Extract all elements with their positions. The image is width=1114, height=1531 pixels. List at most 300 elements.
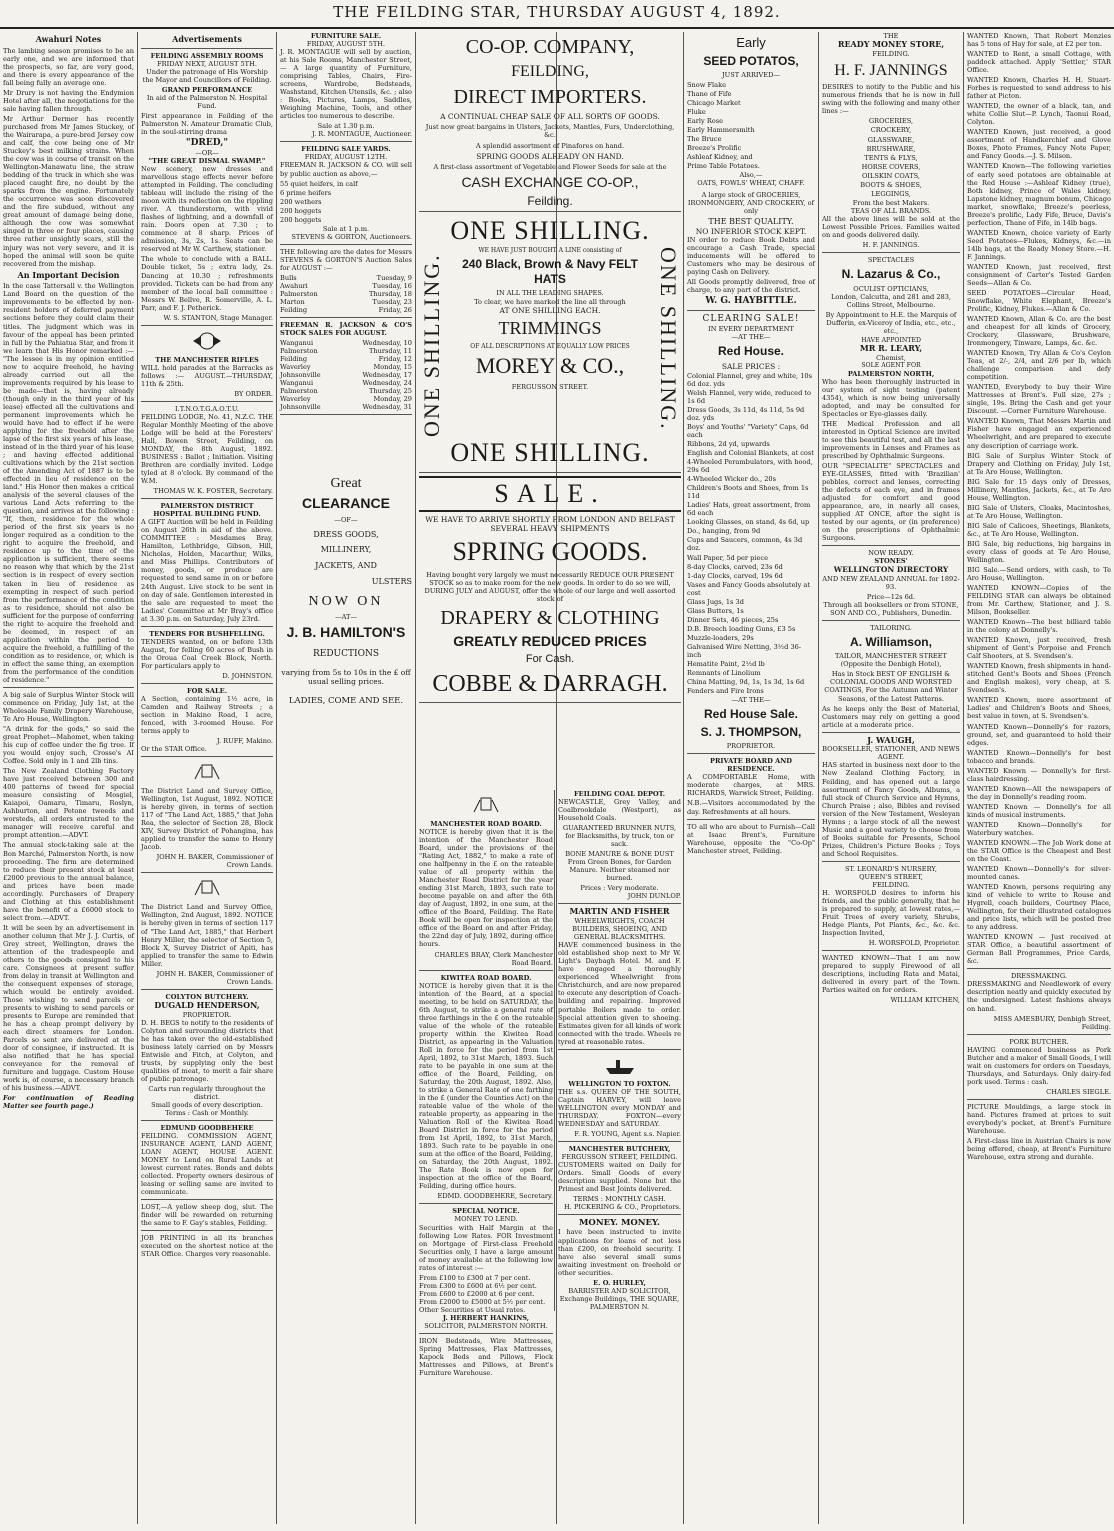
ad-title: FEILDING SALE YARDS.	[301, 145, 391, 154]
ad-signature: W. S. STANTON, Stage Manager.	[163, 313, 273, 322]
ad-text: IRON Bedsteads, Wire Mattresses, Spring Mattresses, Flax Mattresses, Kapock Beds and Pillows, Flock Mattresses and Pillows, at Brent's Furniture Warehouse.	[419, 1336, 553, 1378]
list-item: Ladies' Hats, great assortment, from 6d each	[687, 501, 811, 518]
list-item: 1-day Clocks, carved, 19s 6d	[687, 571, 783, 580]
sale-dates-table	[280, 274, 412, 314]
divider	[141, 626, 273, 627]
ad-signature: JOHN H. BAKER, Commissioner of Crown Lands.	[156, 969, 273, 986]
ad-date: FRIDAY NEXT, AUGUST 5TH.	[157, 59, 257, 68]
divider	[419, 702, 681, 703]
list-item: English and Colonial Blankets, at cost	[687, 449, 814, 458]
classified-ad: WANTED KNOWN — Just received at STAR Office, a beautiful assortment of German Ball Programmes, Price Cards, &c.	[967, 933, 1111, 966]
list-item: China Matting, 9d, 1s, 1s 3d, 1s 6d	[687, 677, 805, 686]
list-item: Glass Jugs, 1s 3d	[687, 597, 744, 606]
ad-text: WHEELWRIGHTS, COACH BUILDERS, SHOEING, AND GENERAL BLACKSMITHS.	[572, 917, 667, 942]
classified-ad: WANTED Known, just received, a good assortment of Handkerchief and Glove Boxes, Photo Frames, Fancy Note Paper, and Fancy Goods.—J. S. Milson.	[967, 128, 1111, 161]
ad-title: TENDERS FOR BUSHFELLING.	[149, 629, 265, 638]
place-cell: Johnsonville	[280, 403, 321, 412]
ad-text: ULSTERS	[371, 576, 412, 586]
ad-text: REDUCTIONS	[312, 648, 379, 659]
divider	[419, 472, 681, 473]
ad-text: TAILORING.	[870, 623, 912, 632]
ad-text: HAS started in business next door to the New Zealand Clothing Factory, in Feilding, and has opened out a large assortment of Fancy Goods, Albums, a full stock of Church Service and Hymns, Church Praise ; also, Bibles and revised version of the New Testament, Wesleyan Hymns ; a large stock of all the newest Music and a good variety to choose from of Books suitable for Presents, School Prizes, Children's Picture Books ; Toys and School Requisites.	[822, 761, 960, 858]
paragraph: Mr Drury is not having the Endymion Hotel after all, the negotiations for the sale having fallen through.	[3, 88, 134, 113]
ad-title: FEILDING,	[511, 63, 589, 81]
column-advertisements	[138, 32, 276, 1524]
list-item: 4-Wheeled Wicker do., 20s	[687, 475, 776, 484]
ad-title: "DRED,"	[185, 138, 229, 149]
ad-text: BOOKSELLER, STATIONER, AND NEWS AGENT.	[822, 745, 960, 762]
ad-signature: H. WORSFOLD, Proprietor.	[868, 939, 960, 948]
classified-ad: BIG Sale for 15 days only of Dresses, Millinery, Mantles, Jackets, &c., at Te Aro House, Wellington.	[967, 477, 1111, 502]
list-item: Snow Flake	[687, 80, 726, 89]
ad-text: MILLINERY,	[320, 545, 372, 555]
classified-ad: WANTED Known, That Robert Menzies has 5 tons of Hay for sale, at £2 per ton.	[967, 32, 1111, 49]
table-row	[280, 290, 412, 298]
divider	[967, 1034, 1111, 1035]
date-cell: Wednesday, 10	[362, 339, 412, 348]
goods-list	[822, 117, 960, 197]
list-item: Colonial Flannel, grey and white, 10s 6d doz. yds	[687, 371, 813, 388]
classified-ad: WANTED Known, more assortment of Ladies' and Children's Boots and Shoes, best value in town, at S. Svendsen's.	[967, 696, 1111, 721]
place-cell: Wanganui	[280, 379, 314, 388]
ad-text: From the best Makers.	[852, 198, 930, 207]
classified-ad: WANTED Known, fresh shipments in hand-stitched Gent's Boots and Shoes (French and English makes), very cheap, at S. Svendsen's.	[967, 662, 1111, 695]
list-item: Breeze's Prolific	[687, 143, 742, 152]
table-row	[280, 347, 412, 355]
divider	[558, 903, 681, 904]
ad-text: NOTICE is hereby given that it is the intention of the Manchester Road Board, under the provisions of the "Rating Act, 1882," to make a rate of one halfpenny in the £ on the rateable value of all property within the Manchester Road District for the year ending 31st March, 1893, such rate to become payable on and after the 6th day of August, 1892, in one sum, at the office of the Board, Feilding. The Rate Book will be open for inspection at the office of the Board on and after Friday, the 22nd day of July, 1892, during office hours.	[419, 828, 553, 949]
ad-text: SPECTACLES	[867, 255, 915, 264]
classified-ad: WANTED Known, Allan & Co. are the best and cheapest for all kinds of Grocery, Crockery, Glassware, Brushware, Ironmongery, Tinware, Lamps, &c. &c.	[967, 315, 1111, 348]
list-item: Welsh Flannel, very wide, reduced to 1s 6d	[687, 388, 812, 405]
ad-title: NO INFERIOR STOCK KEPT.	[695, 226, 807, 236]
classified-ad: WANTED Known, That Messrs Martin and Fisher have engaged an experienced Wheelwright, and are prepared to execute any description of carriage work.	[967, 417, 1111, 450]
list-item: 8-day Clocks, carved, 23s 6d	[687, 562, 783, 571]
ad-title: PRIVATE BOARD AND RESIDENCE.	[709, 757, 793, 774]
divider	[558, 1141, 681, 1142]
paragraph: A big sale of Surplus Winter Stock will commence on Friday, July 1st, at the Wholesale Family Drapery Warehouse, Te Aro House, Wellington.	[3, 690, 134, 723]
ad-text: OCULIST OPTICIANS,	[853, 284, 929, 293]
ad-title: EDMUND GOODBEHERE	[160, 1123, 254, 1132]
ad-text: PROPRIETOR.	[182, 1010, 232, 1019]
list-item: 200 wethers	[280, 197, 322, 206]
ad-text: LOST,—A yellow sheep dog, slut. The finder will be rewarded on returning the same to F. Gay's stables, Feilding.	[141, 1203, 273, 1228]
ad-signature: WILLIAM KITCHEN,	[890, 996, 960, 1005]
classified-ad: WANTED Known, just received, fresh shipment of Gent's Porpoise and French Calf Shooters, at S. Svendsen's.	[967, 636, 1111, 661]
ad-title: SALE.	[419, 476, 681, 512]
ad-text: FERGUSSON STREET, FEILDING.	[561, 1152, 678, 1161]
column-awahuri-notes	[0, 32, 137, 1524]
ad-signature: H. F. JANNINGS.	[862, 240, 920, 249]
ad-text: —AT—	[335, 612, 357, 621]
ad-signature: THOMAS W. K. FOSTER, Secretary.	[153, 487, 273, 496]
heading-advertisements: Advertisements	[172, 34, 242, 44]
list-item: Boys' and Youths' "Variety" Caps, 6d each	[687, 423, 809, 440]
ad-signature: J. R. MONTAGUE, Auctioneer.	[311, 130, 412, 139]
ad-signature: BY ORDER.	[234, 389, 273, 398]
divider	[141, 48, 273, 49]
ad-text: The whole to conclude with a BALL. Double ticket, 5s ; extra lady, 2s. Dancing at 10.30 ; refreshments provided. Tickets can be had from any member of the local ball committee : Messrs W. Bellve, R. Somerville, A. L. Parr, and F. J. Petherick.	[141, 255, 273, 312]
ad-title: MANCHESTER BUTCHERY,	[568, 1144, 671, 1153]
column-seed-potatos	[684, 32, 818, 1524]
sub-column-road-boards	[419, 790, 553, 1379]
ad-text: FEILDING. COMMISSION AGENT, INSURANCE AGENT, LAND AGENT, LOAN AGENT, HOUSE AGENT. MONEY to Lend on Rural Lands at lowest current rates. Bonds and debts collected. Property owners desirous of leasing or selling same are invited to communicate.	[141, 1131, 273, 1197]
classified-ad: WANTED Known—All the newspapers of the day in Donnelly's reading room.	[967, 784, 1111, 801]
ad-text: OF ALL DESCRIPTIONS AT EQUALLY LOW PRICES	[470, 342, 630, 350]
ad-text: By Appointment to H.E. the Marquis of Dufferin, ex-Viceroy of India, etc., etc., etc.,	[825, 310, 957, 335]
ad-title: DIRECT IMPORTERS.	[453, 85, 647, 108]
ad-text: TEAS OF ALL BRANDS.	[850, 206, 932, 215]
date-cell: Wednesday, 24	[362, 379, 412, 388]
ad-text: All the above lines will be sold at the Lowest Possible Prices. Families waited on and goods delivered daily.	[822, 214, 960, 239]
place-cell: Wanganui	[280, 339, 314, 348]
ad-text: Or the STAR Office.	[141, 745, 207, 754]
list-item: Wall Paper, 5d per piece	[687, 553, 768, 562]
ad-title: PALMERSTON DISTRICT HOSPITAL BUILDING FUND.	[153, 502, 261, 519]
divider	[141, 1199, 273, 1200]
ad-text: QUEEN'S STREET,	[859, 872, 923, 881]
list-item: Ribbons, 2d yd, upwards	[687, 440, 770, 449]
classified-ad: WANTED Known—Donnelly's for silver-mounted canes.	[967, 865, 1111, 882]
place-cell: Palmerston	[280, 289, 318, 298]
ad-title: "THE GREAT DISMAL SWAMP."	[148, 157, 266, 166]
paragraph: The New Zealand Clothing Factory have just received between 300 and 400 patterns of tweed for special measure consisting of Mosgiel, Kaiapoi, Oamaru, Timaru, Roslyn, Ashburton, and Petone tweeds and worsteds, all orders entrusted to the manager will receive careful and prompt attention.—ADVT.	[3, 767, 134, 840]
ad-date: FRIDAY, AUGUST 5TH.	[306, 40, 386, 49]
list-item: Remnants of Linolium	[687, 668, 761, 677]
ad-title: COLYTON BUTCHERY.	[165, 992, 249, 1001]
ad-text: Terms : Cash or Monthly.	[165, 1108, 249, 1117]
list-item: 6 prime heifers	[280, 188, 332, 197]
ad-title: SPRING GOODS.	[452, 536, 648, 566]
ad-text: J. R. MONTAGUE will sell by auction, at his Sale Rooms, Manchester Street,— A large quantity of Furniture, comprising Tables, Chairs, Fire-screens, Wardrobe, Bedsteads, Washstand, Kitchen Utensils, &c. ; also : Books, Pictures, Lamps, Saddles, Weighing Machine, Tools, and other articles too numerous to describe.	[280, 48, 412, 121]
ad-text: A Section, containing 1½ acre, in Camden and Railway Streets ; a section in Makino Road, 1 acre, fenced, with 3-roomed House. For terms apply to	[141, 694, 273, 735]
ad-text: SALE PRICES :	[721, 361, 781, 371]
list-item: Galvanised Wire Netting, 3½d 36-inch	[687, 642, 802, 659]
sale-dates-table	[280, 339, 412, 411]
table-row	[280, 274, 412, 282]
place-cell: Feilding	[280, 305, 308, 314]
ad-text: IN EVERY DEPARTMENT	[708, 325, 794, 334]
ad-title: FREEMAN R. JACKSON & CO'S STOCK SALES FOR AUGUST.	[280, 321, 412, 338]
felt-hats-ad	[419, 247, 681, 437]
date-cell: Thursday, 18	[368, 289, 412, 298]
divider	[822, 620, 960, 621]
ad-title: STONES'	[874, 557, 908, 566]
ad-text: Securities with Half Margin at the following Low Rates. FOR Investment on Mortgage of First-class Freehold Securities only, I have a large amount of money available at the following low rates of interest :—	[419, 1223, 553, 1272]
divider	[141, 325, 273, 326]
steamship-icon	[602, 1054, 638, 1076]
ad-text: NOTICE is hereby given that it is the intention of the Board, at a special meeting, to be held on SATURDAY, the 6th August, to strike a general rate of three farthings in the £ on the rateable value of the whole of the rateable property within the Kiwitea Road District, as appearing in the Valuation Roll in force for the period from 1st April, 1892, to 31st March, 1893. Such rate to be payable in one sum at the office of the Board, Feilding, on Saturday, the 20th August, 1892. Also, to strike a General Rate of one farthing in the £ (under the Counties Act) on the rateable value of the whole of the rateable property, as appearing in the Valuation Roll of the Kiwitea Road Board District in force for the period from 1st April, 1892, to 31st March, 1893. Such rate to be payable in one sum at the office of the Board, Feilding, on Saturday, the 20th August, 1892. The Rate Book is now open for inspection at the office of the Board, Feilding, during office hours.	[419, 981, 553, 1191]
classified-ad: WANTED Known—Donnelly's for best tobacco and brands.	[967, 748, 1111, 765]
ad-text: WE HAVE TO ARRIVE SHORTLY FROM LONDON AND BELFAST SEVERAL HEAVY SHIPMENTS	[425, 514, 675, 533]
ad-title: WELLINGTON DIRECTORY	[833, 565, 949, 575]
classified-ad: WANTED Known—Donnelly's for razors, ground, set, and guaranteed to hold their edges.	[967, 722, 1111, 747]
masthead: THE FEILDING STAR, THURSDAY AUGUST 4, 1892.	[333, 3, 781, 21]
ad-title: Early	[736, 35, 766, 50]
ad-title: E. O. HURLEY,	[593, 1278, 646, 1287]
ad-text: LADIES, COME AND SEE.	[288, 695, 404, 706]
ad-text: —AT THE—	[731, 696, 771, 705]
date-cell: Tuesday, 23	[372, 297, 412, 306]
paragraph: Mr Arthur Dermer has recently purchased from Mr James Stuckey, of the Wairarapa, a pure-bred Jersey cow and calf, the cow being one of Mr Stuckey's best milking strains. When the cow was in course of transit on the Wellington-Manawatu line, the straw bedding of the truck in which she was placed caught fire, no doubt by the sparks from the engine. Fortunately the occurrence was soon discovered and the fire subdued, without any great amount of damage being done, although the cow was somewhat singed in three or four places, causing three rather unsightly scars, still the injury was not very severe, and it is hoped the animal will soon be quite recovered from the mishap.	[3, 115, 134, 268]
table-row	[280, 371, 412, 379]
ad-text: IN ALL THE LEADING SHAPES.	[496, 288, 604, 297]
ad-text: WANTED KNOWN—That I am now prepared to supply Firewood of all descriptions, including Rata and Matai, delivered in every part of the Town. Parties waited on for orders.	[822, 954, 960, 995]
classified-ad: WANTED Known, Try Allan & Co's Ceylon Teas, at 2/-, 2/4, and 2/6 per lb, which challenge comparison and defy competition.	[967, 349, 1111, 382]
list-item: From £600 to £2000 at 6 per cent.	[419, 1289, 535, 1298]
ad-text: The District Land and Survey Office, Wellington, 2nd August, 1892. NOTICE is hereby given in terms of section 117 of "The Land Act, 1885," that Herbert Henry Miller, the selector of Section 5, Block X, Survey District of Apiti, has applied to transfer the same to Edwin Miller.	[141, 903, 273, 968]
classified-ad: WANTED, the owner of a black, tan, and white Collie Slut—P. Lynch, Taonui Road, Colyton.	[967, 102, 1111, 127]
column-coop-and-drapery	[416, 32, 684, 1524]
ad-title: READY MONEY STORE,	[837, 39, 945, 50]
ad-title: I.T.N.O.T.G.A.O.T.U.	[175, 404, 239, 413]
list-item: Other Securities at Usual rates.	[419, 1305, 526, 1314]
ad-text: All Goods promptly delivered, free of charge, to any part of the district.	[687, 278, 815, 295]
heading-awahuri-notes: Awahuri Notes	[35, 34, 102, 44]
ad-title: DUGALD HENDERSON,	[154, 999, 260, 1010]
list-item: LEGGINGS,	[871, 189, 911, 198]
paragraph: "A drink for the gods," so said the great Prophet—Mahomet, when taking his cup of coffee under the fig tree. If you would enjoy such, Crosse's AI Coffee. Sold only in 1 and 2lb tins.	[3, 725, 134, 766]
list-item: From £2000 to £5000 at 5½ per cent.	[419, 1297, 546, 1306]
list-item: Fluke	[687, 107, 706, 116]
ad-title: ONE SHILLING.	[450, 438, 650, 468]
ad-title: FOR SALE.	[186, 686, 228, 695]
ad-title: 240 Black, Brown & Navy FELT HATS	[462, 257, 638, 287]
ad-text: Has in Stock BEST OF ENGLISH & COLONIAL GOODS AND WORSTED COATINGS, For the Autumn and Winter Seasons, of the Latest Patterns.	[824, 670, 958, 703]
divider	[419, 211, 681, 212]
ad-text: N.B.—Visitors accommodated by the day. Refreshments at all hours.	[687, 799, 815, 816]
divider	[822, 950, 960, 951]
ad-text: Chemist,	[876, 354, 906, 363]
list-item: Ashleaf Kidney, and	[687, 152, 753, 161]
ad-signature: EDMD. GOODBEHERE, Secretary.	[437, 1192, 553, 1201]
ad-signature: J. RUFF, Makino.	[216, 737, 273, 746]
ad-text: BONE MANURE & BONE DUST From Green Bones, for Garden Manure. Neither steamed nor burned.	[565, 850, 674, 883]
list-item: From £100 to £300 at 7 per cent.	[419, 1273, 531, 1282]
ad-text: Just now great bargains in Ulsters, Jackets, Mantles, Furs, Underclothing, &c.	[425, 123, 675, 140]
ad-signature: H. PICKERING & CO., Proprietors.	[564, 1203, 681, 1212]
divider	[280, 414, 412, 415]
divider	[280, 141, 412, 142]
ad-title: MOREY & CO.,	[475, 353, 625, 379]
divider	[141, 498, 273, 499]
ad-title: FEILDING COAL DEPOT.	[573, 790, 666, 798]
ad-title: DRAPERY & CLOTHING	[440, 606, 660, 629]
ad-text: D. H. BEGS to notify to the residents of Colyton and surrounding districts that he has taken over the old-established business lately carried on by Messrs Entwisle and Fitch, at Colyton, and trusts, by supplying only the best qualities of meat, to merit a fair share of public patronage.	[141, 1018, 273, 1083]
ad-signature: STEVENS & GORTON, Auctioneers.	[291, 232, 412, 241]
ad-title: CASH EXCHANGE CO-OP.,	[461, 173, 639, 190]
ad-text: As he keeps only the Best of Material, Customers may rely on getting a good article at a moderate price.	[822, 704, 960, 729]
date-cell: Thursday, 11	[368, 347, 412, 356]
one-shilling-vertical: ONE SHILLING.	[656, 247, 681, 431]
ad-title: A. Williamson,	[850, 634, 932, 649]
ad-title: GREATLY REDUCED PRICES	[453, 633, 647, 650]
list-item: 55 quiet heifers, in calf	[280, 179, 358, 188]
classified-ad: WANTED Known — Donnelly's for all kinds of musical instruments.	[967, 802, 1111, 819]
ad-text: THE s.s. QUEEN OF THE SOUTH, Captain HARVEY, will leave WELLINGTON every MONDAY and THURSDAY. FOXTON—every WEDNESDAY and SATURDAY.	[558, 1087, 681, 1128]
list-item: Dinner Sets, 46 pieces, 25s	[687, 615, 779, 624]
ad-title: J. B. HAMILTON'S	[286, 623, 406, 640]
list-item: Early Rose	[687, 116, 724, 125]
ad-text: To clear, we have marked the line all through	[474, 297, 626, 306]
wanted-list	[967, 32, 1111, 965]
table-row	[280, 355, 412, 363]
classified-ad: BIG Sale, big reductions, big bargains in every class of goods at Te Aro House, Wellington.	[967, 539, 1111, 564]
ad-title: N. Lazarus & Co.,	[841, 266, 941, 281]
list-item: Dress Goods, 3s 11d, 4s 11d, 5s 9d doz. yds	[687, 405, 805, 423]
ad-text: H. WORSFOLD desires to inform his friends, and the public generally, that he is prepared to supply, at lowest rates,— Fruit Trees of every variety, Shrubs, Hedge Plants, Pot Plants, &c., &c. &c. Inspection Invited,	[822, 888, 960, 938]
ad-text: A First-class line in Austrian Chairs is now being offered, cheap, at Brent's Furniture Warehouse, extra strong and durable.	[967, 1136, 1111, 1161]
ad-text: JOB PRINTING in all its branches executed on the shortest notice at the STAR Office. Charges very reasonable.	[141, 1234, 273, 1259]
rate-list	[419, 1274, 553, 1314]
divider	[822, 545, 960, 546]
divider	[141, 401, 273, 402]
ad-signature: CHARLES SIEGLE.	[1046, 1087, 1111, 1096]
column-wanted-known	[964, 32, 1114, 1524]
ad-title: MONEY. MONEY.	[579, 1218, 660, 1229]
classified-ad: WANTED Known, persons requiring any kind of vehicle to write to Rouse and Hygrell, coach builders, Courtney Place, Wellington, for their illustrated catalogues and price lists, which will be posted free to any address.	[967, 883, 1111, 932]
divider	[558, 1049, 681, 1050]
ad-text: WILL hold parades at the Barracks as follows :— AUGUST.—THURSDAY, 11th & 25th.	[141, 363, 273, 388]
ad-title: MR R. LEARY,	[859, 343, 923, 354]
ad-title: ST. LEONARD'S NURSERY,	[845, 864, 937, 873]
ad-title: ONE SHILLING.	[450, 216, 650, 246]
place-cell: Feilding	[280, 355, 308, 364]
ad-text: FEILDING.	[872, 49, 910, 58]
list-item: CROCKERY,	[870, 126, 912, 135]
ad-text: varying from 5s to 10s in the £ off usual selling prices.	[281, 667, 411, 686]
ad-text: SOLICITOR, PALMERSTON NORTH.	[424, 1321, 548, 1330]
list-item: D.B. Breech loading Guns, £3 5s	[687, 624, 796, 633]
date-cell: Tuesday, 9	[376, 273, 412, 282]
list-item: Chicago Market	[687, 98, 741, 107]
continuation-note: For continuation of Reading Matter see fourth page.)	[3, 1094, 134, 1111]
classified-ad: WANTED KNOWN.—The Job Work done at the STAR Office is the Cheapest and Best on the Coast.	[967, 838, 1111, 863]
divider	[822, 861, 960, 862]
ad-text: Small goods of every description.	[151, 1100, 263, 1109]
ad-text: THE Medical Profession and all interested in Optical Science are invited to see this beautiful test, and all the last improvements in Lenses and Frames as prescribed by Ophthalmic Surgeons.	[822, 419, 960, 460]
ad-title: THE MANCHESTER RIFLES	[155, 355, 259, 364]
classified-ad: WANTED Known, Charles H. H. Stuart-Forbes is requested to send address to his father at Picton.	[967, 76, 1111, 101]
ad-text: JUST ARRIVED—	[722, 71, 780, 80]
ad-title: Red House Sale.	[703, 707, 799, 722]
date-cell: Thursday, 25	[368, 387, 412, 396]
classified-ad: WANTED Known — Donnelly's for first-class hairdressing.	[967, 766, 1111, 783]
table-row	[280, 363, 412, 371]
classified-ad: WANTED Known, choice variety of Early Seed Potatoes—Flukes, Kidneys, &c.—in 14lb bags, at the Ready Money Store.—H. F. Jannings.	[967, 228, 1111, 261]
ad-signature: F. R. YOUNG, Agent s.s. Napier.	[574, 1129, 681, 1138]
ad-title: CLEARANCE	[302, 495, 390, 512]
ad-text: TERMS : MONTHLY CASH.	[573, 1195, 666, 1204]
classified-ad: WANTED Known—Donnelly's for Waterbury watches.	[967, 820, 1111, 837]
list-item: Hematite Paint, 2½d lb	[687, 659, 765, 668]
ad-text: SPRING GOODS ALREADY ON HAND.	[476, 151, 624, 161]
ad-text: CUSTOMERS waited on Daily for Orders. Small Goods of every description supplied. None but the Primest and Best Joints delivered.	[558, 1160, 681, 1194]
ad-title: Feilding.	[527, 193, 573, 208]
list-item: The Bruce	[687, 134, 722, 143]
divider	[419, 970, 553, 971]
ad-text: In aid of the Palmerston N. Hospital Fund.	[146, 93, 268, 110]
ad-text: A COMFORTABLE Home, with moderate charges, at MRS. RICHARDS, Warwick Street, Feilding.	[687, 773, 815, 798]
ad-text: THE	[883, 32, 899, 40]
list-item: Fenders and Fire Irons	[687, 686, 764, 695]
divider	[822, 732, 960, 733]
list-item: GLASSWARE,	[867, 135, 915, 144]
ad-text: BARRISTER AND SOLICITOR, Exchange Buildings, THE SQUARE, PALMERSTON N.	[559, 1286, 680, 1311]
divider	[141, 872, 273, 873]
divider	[3, 687, 134, 688]
classified-ad: WANTED Known, just received, first consignment of Carter's Tested Garden Seeds—Allan & Co.	[967, 262, 1111, 287]
list-item: Early Hammersmith	[687, 125, 755, 134]
classified-ad: BIG Sale.—Send orders, with cash, to Te Aro House, Wellington.	[967, 565, 1111, 582]
ad-title: H. F. JANNINGS	[834, 61, 948, 79]
ad-text: Also,—	[739, 170, 763, 179]
divider	[419, 1333, 553, 1334]
paragraph: In the case Tattersall v. the Wellington Land Board on the question of the improvements to be effected by non-resident holders of deferred payment sections before they could claim their titles. The judgment which was in favour of the appeal has been printed in full by the Pahiatua Star, and from it we learn that His Honor remarked :— "The lessee is in my opinion entitled now to acquire freehold, he having already carried out all the improvements required by his lease to be made—that is, having already (though only in the third year of his lease) effected all the cultivations and permanent improvements which he would have had to effect if he were applying for the freehold after the lapse of the first six years of his lease, instead of in the third year of his lease ; and having effected additional cultivations which by the 21st section of the Amending Act of 1887 is to be effected in lieu of residence on the land." His Honor then makes a critical analysis of the several clauses of the various Land Acts referring to the question, and arrives at the following : "If, then, residence for the whole period of the first six years is no longer required as a condition to the right to acquire the freehold, and residence up to the time of the application is sufficient, there seems no reason why that which by the 21st section is in respect of every section taken in lieu of residence as exempting in respect of such period from the performance of the condition as to residence, should not also be sufficient for the purpose of conferring the right to acquire the freehold and be deemed, in respect of an application within the period to acquire the freehold, a fulfilling of the condition as to residence, or, which is in effect the same thing, an exemption from the performance of the condition of residence."	[3, 282, 134, 684]
date-cell: Wednesday, 31	[362, 403, 412, 412]
ad-text: NOW READY.	[868, 549, 914, 558]
ad-text: A large stock of GROCERIES, IRONMONGERY, AND CROCKERY, of only	[687, 190, 815, 215]
ad-text: A first-class assortment of Vegetable and Flower Seeds for sale at the	[433, 162, 667, 171]
ad-text: Through all booksellers or from STONE, SON AND CO., Publishers, Dunedin.	[823, 600, 959, 617]
ad-text: PROPRIETOR.	[726, 742, 776, 751]
place-cell: Palmerston	[280, 387, 318, 396]
classified-ad: WANTED to Rent, a small Cottage, with paddock attached. Apply 'Settler,' STAR Office.	[967, 50, 1111, 75]
ad-text: TO all who are about to Furnish—Call at Isaac Brent's, Furniture Warehouse, opposite the "Co-Op" Manchester street, Feilding.	[687, 822, 815, 855]
ad-text: AT ONE SHILLING EACH.	[499, 305, 601, 315]
divider	[141, 683, 273, 684]
divider	[822, 252, 960, 253]
divider	[280, 244, 412, 245]
sub-column-coal-depot	[554, 790, 681, 1311]
ad-title: For Cash.	[525, 653, 575, 666]
ad-text: SOLE AGENT FOR	[861, 362, 921, 370]
table-row	[280, 395, 412, 403]
date-cell: Friday, 26	[378, 305, 412, 314]
ad-title: CO-OP. COMPANY,	[465, 36, 635, 58]
divider	[967, 968, 1111, 969]
ad-title: TRIMMINGS	[498, 317, 602, 338]
classified-ad: WANTED Known—The following varieties of early seed potatoes are obtainable at the Red House :—Ashleaf Kidney (true), Both kidney, Prince of Wales kidney, Lapstone kidney, magnum bonum, Chicago market, snowflake, Breeze's peerless, Breeze's prolific, Lady Fife, Bruce, Davis's perfection, Thane of Fife, in 14lb bags.	[967, 162, 1111, 227]
ad-title: J. HERBERT HANKINS,	[442, 1313, 530, 1322]
ad-text: DESIRES to notify to the Public and his numerous friends that he is now in full swing with the following and many other lines :—	[822, 83, 960, 116]
ad-text: TAILOR, MANCHESTER STREET (Opposite the Denbigh Hotel),	[835, 652, 947, 669]
ad-text: London, Calcutta, and 281 and 283, Collins Street, Melbourne.	[830, 292, 952, 309]
ad-title: PORK BUTCHER.	[1009, 1037, 1069, 1046]
ad-title: FEILDING ASSEMBLY ROOMS	[150, 51, 264, 60]
divider	[419, 1203, 553, 1204]
ad-title: NOW ON	[308, 593, 384, 609]
classified-ad: WANTED Known—The best billiard table in the colony at Donnelly's.	[967, 618, 1111, 635]
ad-signature: D. JOHNSTON.	[222, 671, 273, 680]
list-item: Thane of Fife	[687, 89, 732, 98]
divider	[687, 819, 815, 820]
ad-text: FEILDING LODGE, No. 41, N.Z.C. THE Regular Monthly Meeting of the above Lodge will be held at the Foresters' Hall, Bowen Street, Feilding, on MONDAY, the 8th August, 1892. BUSINESS : Ballot ; Initiation. Visiting Brethren are cordially invited. Lodge tyled at 8 o'clock. By command of the W.M.	[141, 412, 273, 486]
table-row	[280, 282, 412, 290]
ad-text: IN order to reduce Book Debts and encourage a Cash Trade, special inducements will be offered to Customers who may be desirous of paying Cash on Delivery.	[687, 235, 815, 276]
ad-text: DRESSMAKING and Needlework of every description neatly and quickly executed by the undersigned. Latest fashions always on hand.	[967, 980, 1111, 1013]
ad-text: OATS, FOWLS' WHEAT, CHAFF.	[697, 178, 805, 187]
date-cell: Monday, 29	[373, 395, 412, 404]
paragraph: The annual stock-taking sale at the Bon Marché, Palmerston North, is now proceeding. The firm are determined to reduce their present stock at least £2000 previous to the annual balance, and prices have been made accordingly. Purchasers of Drapery and Clothing at this establishment have the benefit of a £6000 stock to select from.—ADVT.	[3, 841, 134, 922]
stock-list	[280, 180, 412, 224]
place-cell: Waverley	[280, 395, 311, 404]
ad-title: Great	[330, 476, 362, 492]
ad-text: FEILDING.	[872, 880, 910, 889]
ad-text: Sale at 1.30 p.m.	[317, 122, 375, 131]
ad-text: HAVING commenced business as Pork Butcher and a maker of Small Goods, I will wait on customers for orders on Tuesdays, Thursdays, and Saturdays. Only dairy-fed pork used. Terms : cash.	[967, 1045, 1111, 1086]
list-item: 200 hoggets	[280, 215, 322, 224]
